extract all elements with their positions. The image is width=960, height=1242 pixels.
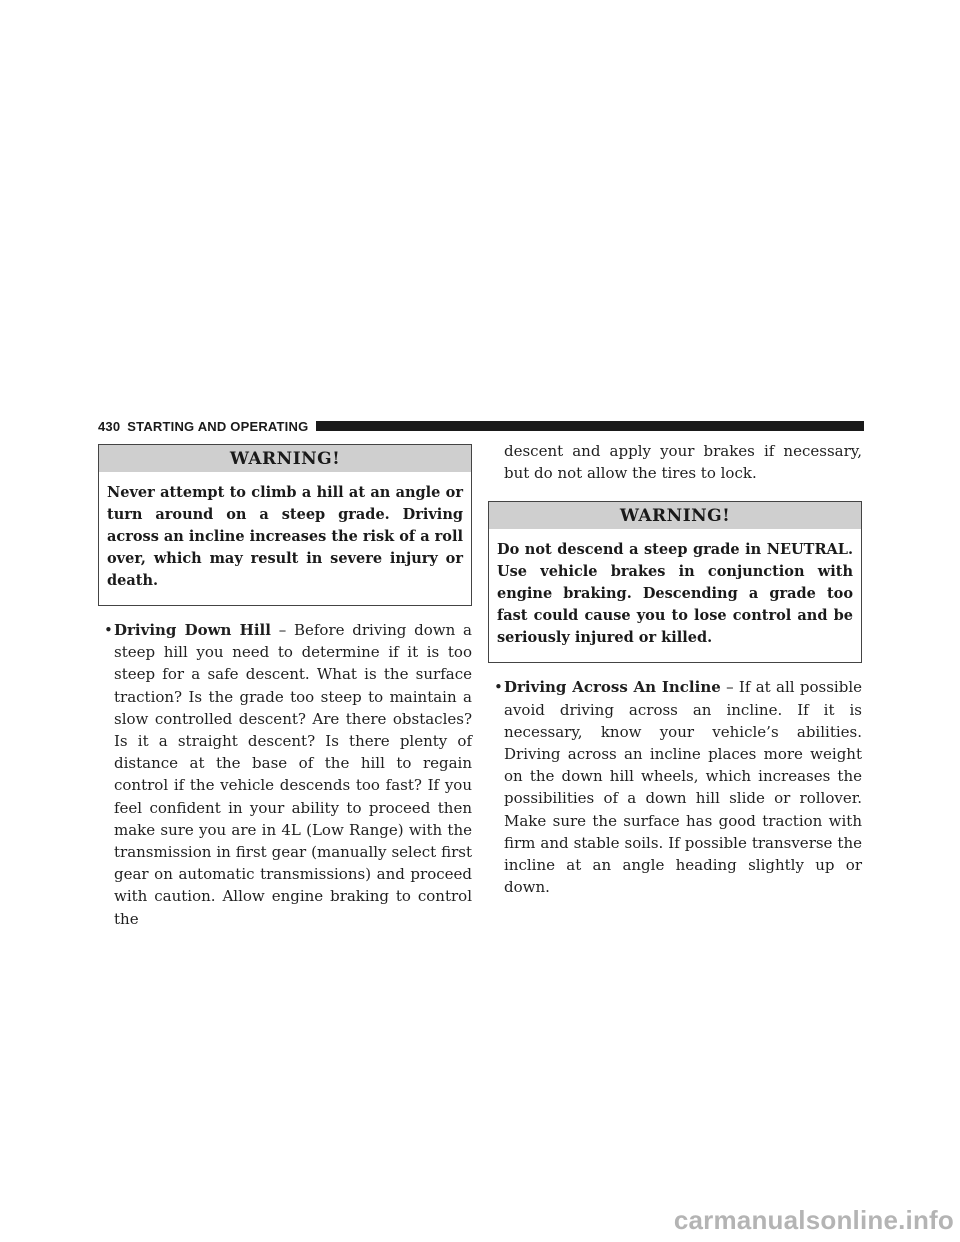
bullet-marker: • bbox=[494, 678, 503, 697]
continued-paragraph: descent and apply your brakes if necessary, but do not allow the tires to lock. bbox=[504, 442, 862, 483]
bullet-body: – Before driving down a steep hill you need to determine if it is too steep for a safe descent. What is the surface traction? Is the grade too steep to maintain a slow controlled descent? Are there obstacles? Is it a straight descent? Is there plenty of distance at the base of the hill to regain control if the vehicle descends too fast? If you feel confident in your ability to proceed then make sure you are in 4L (Low Range) with the transmission in first gear (manually select first gear on automatic transmissions) and proceed with caution. Allow engine braking to control the bbox=[114, 621, 472, 928]
page-number: 430 bbox=[98, 418, 121, 434]
watermark: carmanualsonline.info bbox=[673, 1205, 954, 1235]
bullet-marker: • bbox=[104, 621, 113, 639]
warning-title: WARNING! bbox=[489, 502, 861, 529]
bullet-paragraph bbox=[114, 619, 472, 930]
right-column bbox=[488, 444, 862, 898]
warning-text: Do not descend a steep grade in NEUTRAL. Use vehicle brakes in conjunction with engine braking. Descending a grade too fast could cause you to lose control and be seriously injured or killed. bbox=[497, 541, 853, 647]
left-column bbox=[98, 444, 472, 930]
bullet-paragraph bbox=[504, 676, 862, 898]
section-title: STARTING AND OPERATING bbox=[127, 418, 309, 434]
header-rule bbox=[316, 421, 864, 431]
bullet-driving-across-incline bbox=[488, 676, 862, 898]
warning-box-climb bbox=[98, 444, 472, 606]
bullet-body: – If at all possible avoid driving across an incline. If it is necessary, know your vehicle’s abilities. Driving across an incline places more weight on the down hill wheels, which increases the possibilities of a down hill slide or rollover. Make sure the surface has good traction with firm and stable soils. If possible transverse the incline at an angle heading slightly up or down. bbox=[504, 678, 862, 897]
warning-box-descend bbox=[488, 501, 862, 663]
warning-text: Never attempt to climb a hill at an angle or turn around on a steep grade. Driving across an incline increases the risk of a roll over, which may result in severe injury or death. bbox=[107, 484, 463, 589]
bullet-lead: Driving Down Hill bbox=[114, 621, 271, 639]
page-header bbox=[98, 416, 864, 436]
warning-title: WARNING! bbox=[99, 445, 471, 472]
bullet-driving-down-hill bbox=[98, 619, 472, 930]
bullet-lead: Driving Across An Incline bbox=[504, 678, 721, 697]
